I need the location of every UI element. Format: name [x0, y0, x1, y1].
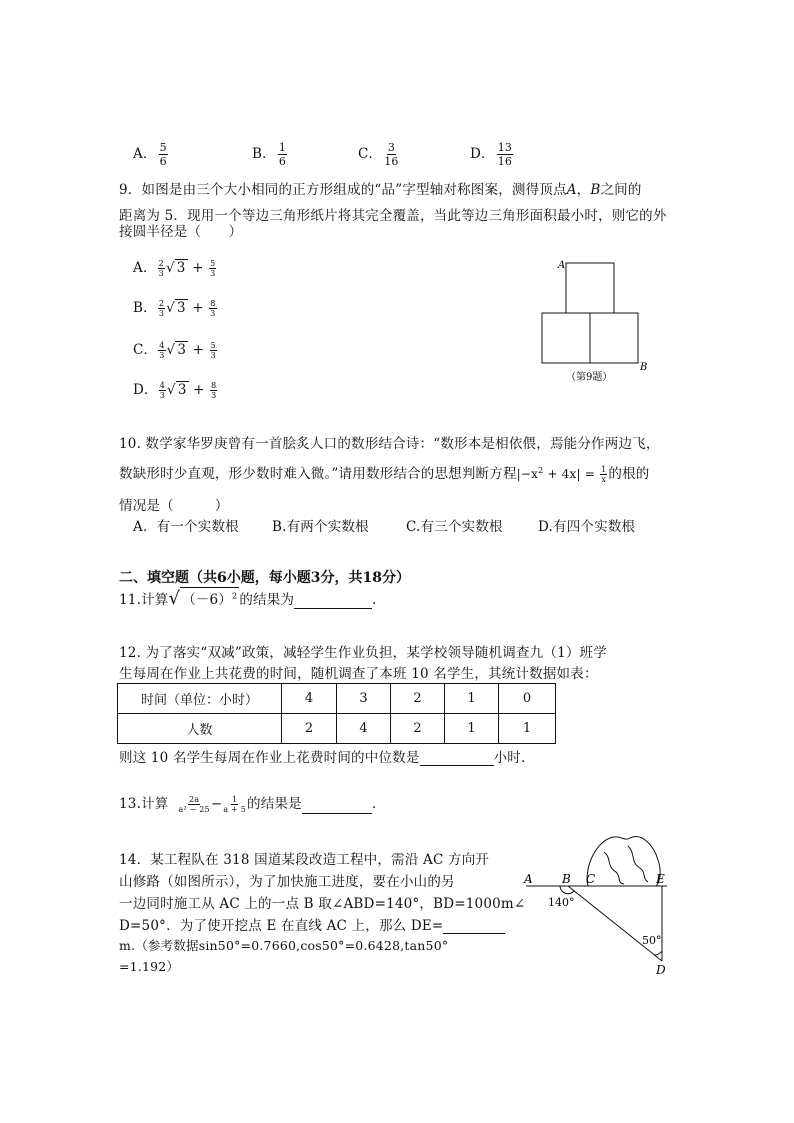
q9-line-2: 距离为 5．现用一个等边三角形纸片将其完全覆盖，当此等边三角形面积最小时，则它的外	[119, 208, 667, 224]
table-cell: 1	[445, 714, 499, 744]
answer-blank[interactable]	[302, 813, 372, 814]
q10-line-3: 情况是（ ）	[119, 498, 229, 514]
option-label: B．	[252, 146, 276, 162]
coef-fraction	[159, 381, 166, 400]
q14-line-3: 一边同时施工从 AC 上的一点 B 取∠ABD=140°，BD=1000m∠	[119, 896, 526, 912]
q14-line-1: 14．某工程队在 318 国道某段改造工程中，需沿 AC 方向开	[119, 852, 490, 868]
numerator: 2	[158, 259, 164, 268]
q9-option-a: A． $\frac{2}{3}$ √ 3 + $\frac{5}{3}$	[133, 259, 216, 278]
numerator: 1	[601, 465, 607, 474]
q14-line-6: =1.192）	[119, 959, 180, 974]
denominator: 6	[278, 155, 287, 168]
answer-blank[interactable]	[294, 608, 372, 609]
denominator: 6	[159, 155, 167, 168]
option-label: D．	[133, 382, 158, 398]
fraction-1	[178, 795, 209, 814]
q10-line-1: 10. 数学家华罗庚曾有一首脍炙人口的数形结合诗：“数形本是相依偎，焉能分作两边飞，	[119, 436, 660, 452]
fraction	[384, 141, 398, 168]
denominator: 3	[210, 309, 216, 318]
plus-sign: +	[192, 300, 204, 316]
option-label: A．	[133, 260, 157, 276]
option-label: C．	[133, 342, 158, 358]
label-d: D	[656, 963, 666, 977]
option-label: D．	[470, 146, 495, 162]
mountain-ridge	[604, 852, 624, 884]
q9-squares-figure	[530, 255, 660, 390]
table-cell: 人数	[118, 714, 282, 744]
q9-text: 9．如图是由三个大小相同的正方形组成的“品”字型轴对称图案，测得顶点	[119, 182, 567, 198]
numerator: 2a	[189, 795, 200, 804]
q10-option-c: C.有三个实数根	[406, 519, 503, 535]
coef-fraction	[158, 299, 165, 318]
q9-option-c: C． $\frac{4}{3}$ √ 3 + $\frac{5}{3}$	[133, 341, 216, 360]
table-cell: 2	[391, 684, 445, 714]
numerator: 5	[210, 259, 216, 268]
angle-label-d: 50°	[642, 934, 662, 947]
coef-fraction	[158, 341, 165, 360]
radicand: 3	[177, 382, 187, 398]
numerator: 8	[210, 299, 216, 308]
option-label: C．	[358, 146, 383, 162]
radicand: 3	[176, 260, 186, 276]
q9-text-end: 之间的	[600, 182, 642, 198]
q10-option-d: D.有四个实数根	[538, 519, 636, 535]
q14-line-4	[119, 914, 505, 934]
answer-blank[interactable]	[420, 765, 494, 766]
fraction	[210, 381, 217, 400]
fraction	[209, 259, 216, 278]
numerator: 2	[158, 299, 165, 308]
q12-line-1: 12. 为了落实“双减”政策，减轻学生作业负担，某学校领导随机调查九（1）班学	[119, 645, 607, 661]
table-row	[118, 714, 556, 744]
statistics-table	[117, 683, 556, 744]
label-c: C	[586, 872, 596, 886]
coef-fraction	[158, 259, 165, 278]
q13-text-end: 的结果是	[247, 796, 302, 812]
fraction-2	[223, 795, 246, 814]
plus-sign: +	[192, 260, 204, 276]
q8-option-a	[133, 141, 170, 168]
q9-line-1	[119, 178, 642, 198]
angle-label-b: 140°	[548, 896, 575, 909]
q14-mountain-figure	[520, 830, 680, 980]
table-cell: 1	[445, 684, 499, 714]
label-b: B	[640, 362, 648, 373]
numerator: 3	[387, 141, 396, 154]
q9-option-b: B． $\frac{2}{3}$ √ 3 + $\frac{8}{3}$	[133, 299, 216, 318]
numerator: 13	[497, 141, 513, 154]
q12-text-end: 小时.	[493, 750, 526, 766]
top-square	[566, 263, 614, 313]
sqrt-body	[180, 587, 239, 608]
eq-term: −x	[520, 467, 539, 481]
denominator: a² − 25	[178, 805, 210, 814]
q10-text-end: 的根的	[608, 466, 650, 482]
numerator: 1	[278, 141, 287, 154]
answer-blank[interactable]	[443, 933, 505, 934]
point-a: A	[566, 182, 577, 198]
q12-line-3	[119, 746, 525, 766]
equation: $|-x^2 + 4x|$ = $\frac{1}{x}$	[516, 465, 607, 484]
denominator: 3	[158, 309, 165, 318]
eq-fraction	[600, 465, 607, 484]
q10-line-2	[119, 462, 649, 484]
separator: ，	[576, 182, 591, 198]
q8-option-d	[470, 141, 515, 168]
numerator: 8	[211, 381, 217, 390]
eq-equals: =	[580, 467, 600, 481]
fraction	[159, 141, 168, 168]
option-label: B．	[133, 300, 157, 316]
radicand: 3	[176, 300, 186, 316]
q10-option-b: B.有两个实数根	[272, 519, 369, 535]
table-cell: 时间（单位：小时）	[118, 684, 282, 714]
q9-line-3: 接圆半径是（ ）	[119, 224, 243, 240]
numerator: 4	[159, 341, 165, 350]
radicand: （－6）	[182, 592, 233, 608]
label-a: A	[558, 260, 566, 271]
denominator: 3	[159, 391, 166, 400]
denominator: 3	[158, 269, 164, 278]
denominator: x	[601, 475, 607, 484]
option-label: A．	[133, 146, 157, 162]
mountain-outline	[587, 837, 660, 886]
point-b: B	[590, 182, 601, 198]
fraction	[278, 141, 287, 168]
q14-line-5: m.（参考数据sin50°=0.7660,cos50°=0.6428,tan50°	[119, 938, 449, 953]
line-bd	[568, 886, 662, 961]
q10-option-a: A．有一个实数根	[133, 519, 239, 535]
radicand: 3	[177, 342, 187, 358]
denominator: 3	[210, 351, 216, 360]
angle-arc-b	[560, 886, 574, 894]
q14-line-2: 山修路（如图所示），为了加快施工进度，要在小山的另	[119, 874, 455, 890]
eq-exponent: 2	[538, 466, 544, 475]
denominator: 3	[159, 351, 165, 360]
label-a: A	[524, 872, 533, 886]
minus-sign: −	[210, 796, 223, 812]
plus-sign: +	[193, 382, 205, 398]
label-b: B	[562, 872, 571, 886]
table-cell: 3	[337, 684, 391, 714]
angle-arc-d	[654, 951, 662, 955]
q9-option-d: D． $\frac{4}{3}$ √ 3 + $\frac{8}{3}$	[133, 381, 217, 400]
denominator: 3	[211, 391, 217, 400]
numerator: 1	[232, 795, 238, 804]
q10-text: 数缺形时少直观，形少数时难入微。”请用数形结合的思想判断方程	[119, 466, 517, 482]
q11-text: 11.计算	[119, 592, 169, 608]
table-cell: 1	[499, 714, 556, 744]
numerator: 5	[159, 141, 167, 154]
q11-text-end: 的结果为	[239, 592, 295, 608]
q13-text: 13.计算	[119, 796, 169, 812]
fraction	[210, 341, 217, 360]
q11-line	[119, 587, 377, 609]
denominator: 16	[384, 155, 399, 168]
table-cell: 4	[282, 684, 337, 714]
q14-text: D=50°．为了使开挖点 E 在直线 AC 上，那么 DE=	[119, 918, 444, 934]
exponent: 2	[232, 591, 238, 601]
section-title: 二、填空题（共6小题，每小题3分，共18分）	[119, 570, 410, 586]
fraction	[497, 141, 513, 168]
figure-caption: （第9题）	[566, 372, 613, 383]
q13-line	[119, 792, 376, 814]
denominator: a + 5	[223, 805, 246, 814]
denominator: 3	[210, 269, 216, 278]
numerator: 4	[159, 381, 166, 390]
sqrt-sign: √	[168, 588, 181, 609]
q12-line-2: 生每周在作业上共花费的时间，随机调查了本班 10 名学生，其统计数据如表：	[119, 666, 598, 682]
fraction	[209, 299, 216, 318]
eq-term: + 4x	[543, 467, 577, 481]
period: .	[371, 796, 377, 812]
table-cell: 0	[499, 684, 556, 714]
plus-sign: +	[192, 342, 205, 358]
table-cell: 2	[282, 714, 337, 744]
bottom-left-square	[542, 313, 590, 363]
label-e: E	[656, 872, 665, 886]
period: .	[372, 592, 377, 608]
table-cell: 4	[337, 714, 391, 744]
q8-option-c	[358, 141, 401, 168]
bottom-right-square	[590, 313, 638, 363]
numerator: 5	[210, 341, 216, 350]
q8-option-b	[252, 141, 289, 168]
table-row	[118, 684, 556, 714]
q12-text: 则这 10 名学生每周在作业上花费时间的中位数是	[119, 750, 420, 766]
table-cell: 2	[391, 714, 445, 744]
mountain-ridge	[628, 846, 648, 882]
denominator: 16	[497, 155, 513, 168]
